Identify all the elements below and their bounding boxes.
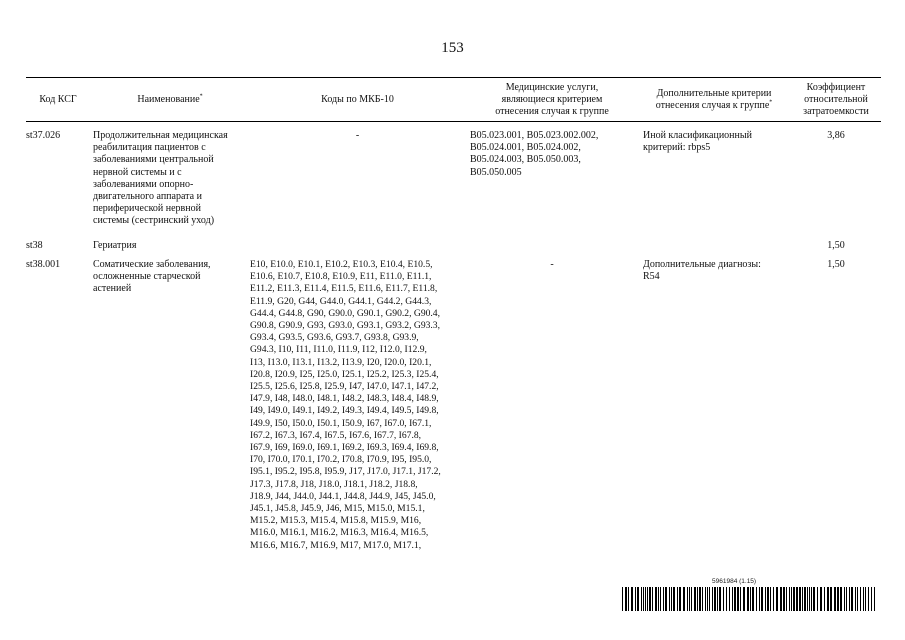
barcode-image <box>622 587 878 611</box>
row-code: st38 <box>26 240 43 251</box>
page-number: 153 <box>441 40 464 56</box>
row-name: Гериатрия <box>93 240 137 251</box>
header-services: Медицинские услуги, являющиеся критерием отнесения случая к группе <box>495 82 609 117</box>
header-name-footnote-mark: * <box>199 93 203 100</box>
row-criteria: Иной клаcификационный критерий: rbps5 <box>643 130 752 154</box>
row-code: st37.026 <box>26 130 61 141</box>
row-criteria: Дополнительные диагнозы: R54 <box>643 259 761 283</box>
row-coef: 1,50 <box>827 240 845 251</box>
header-icd: Коды по МКБ-10 <box>321 94 394 105</box>
header-criteria-footnote-mark: * <box>769 99 773 106</box>
row-services: B05.023.001, B05.023.002.002, B05.024.001, B05.024.002, B05.024.003, B05.050.003, B05.050.005 <box>470 130 599 178</box>
header-coef: Коэффициент относительной затратоемкости <box>803 82 869 117</box>
row-services: - <box>550 259 554 270</box>
header-criteria: Дополнительные критерии отнесения случая к группе* <box>655 88 773 111</box>
row-icd: E10, E10.0, E10.1, E10.2, E10.3, E10.4, E10.5, E10.6, E10.7, E10.8, E10.9, E11, E11.0, E11.1, E11.2, E11.3, E11.4, E11.5, E11.6, E11.7, E11.8, E11.9, G20, G44, G44.0, G44.1, G44.2, G44.3, G44.4, G44.8, G90, G90.0, G90.1, G90.2, G90.4, G90.8, G90.9, G93, G93.0, G93.1, G93.2, G93.3, G93.4, G93.5, G93.6, G93.7, G93.8, G93.9, G94.3, I10, I11, I11.0, I11.9, I12, I12.0, I12.9, I13, I13.0, I13.1, I13.2, I13.9, I20, I20.0, I20.1, I20.8, I20.9, I25, I25.0, I25.1, I25.2, I25.3, I25.4, I25.5, I25.6, I25.8, I25.9, I47, I47.0, I47.1, I47.2, I47.9, I48, I48.0, I48.1, I48.2, I48.3, I48.4, I48.9, I49, I49.0, I49.1, I49.2, I49.3, I49.4, I49.5, I49.8, I49.9, I50, I50.0, I50.1, I50.9, I67, I67.0, I67.1, I67.2, I67.3, I67.4, I67.5, I67.6, I67.7, I67.8, I67.9, I69, I69.0, I69.1, I69.2, I69.3, I69.4, I69.8, I70, I70.0, I70.1, I70.2, I70.8, I70.9, I95, I95.0, I95.1, I95.2, I95.8, I95.9, J17, J17.0, J17.1, J17.2, J17.3, J17.8, J18, J18.0, J18.1, J18.2, J18.8, J18.9, J44, J44.0, J44.1, J44.8, J44.9, J45, J45.0, J45.1, J45.8, J45.9, J46, M15, M15.0, M15.1, M15.2, M15.3, M15.4, M15.8, M15.9, M16, M16.0, M16.1, M16.2, M16.3, M16.4, M16.5, M16.6, M16.7, M16.9, M17, M17.0, M17.1, <box>250 259 441 551</box>
row-icd: - <box>355 130 360 141</box>
row-coef: 3,86 <box>827 130 845 141</box>
table-top-rule <box>26 77 881 78</box>
row-name: Продолжительная медицинская реабилитация пациентов с заболеваниями центральной нервной системы и с заболеваниями опорно- двигательного аппарата и периферической нервной системы (сестринский уход) <box>93 130 228 227</box>
row-coef: 1,50 <box>827 259 845 270</box>
header-name: Наименование* <box>137 93 203 105</box>
row-code: st38.001 <box>26 259 61 270</box>
row-name: Соматические заболевания, осложненные старческой астенией <box>93 259 211 295</box>
barcode-label: 5961984 (1.15) <box>712 578 757 585</box>
header-code: Код КСГ <box>39 94 77 105</box>
table-header-rule <box>26 121 881 122</box>
